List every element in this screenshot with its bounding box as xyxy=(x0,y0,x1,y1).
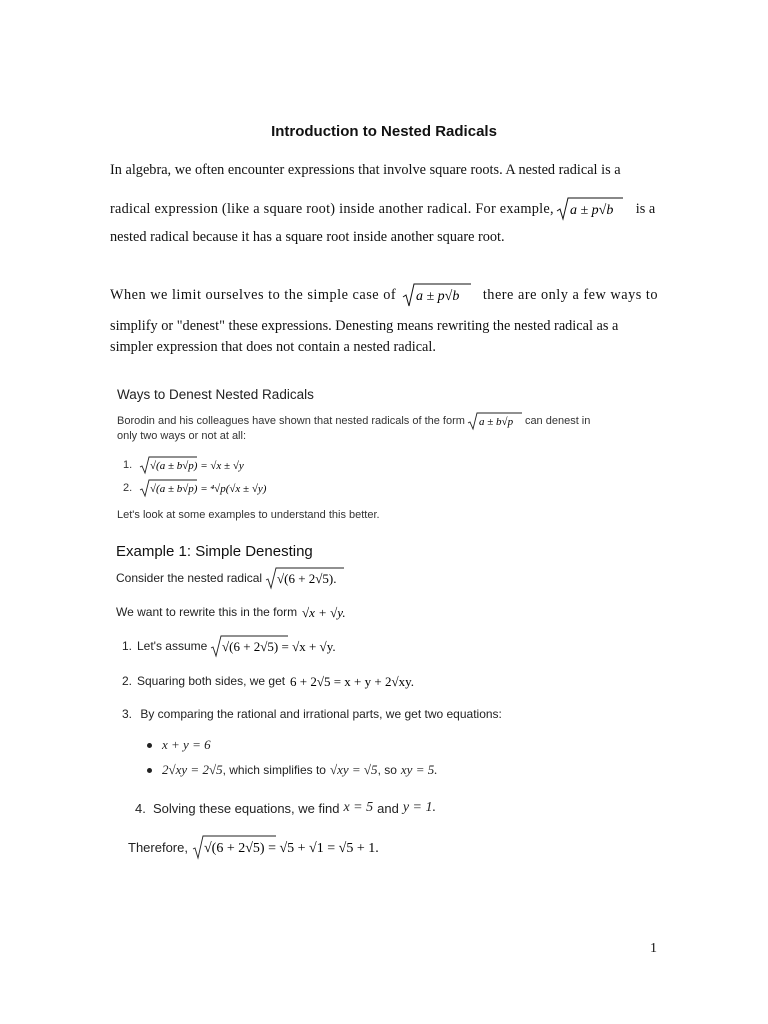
text: is a xyxy=(635,200,656,217)
example-1-bullet-1 xyxy=(147,737,211,753)
text: We want to rewrite this in the form xyxy=(116,605,298,619)
text: Squaring both sides, we get xyxy=(137,674,286,688)
paragraph-2-line-3: simpler expression that does not contain a nested radical. xyxy=(110,339,436,355)
example-1-consider xyxy=(116,566,345,590)
step-number: 1. xyxy=(122,639,133,653)
formula-text: x = 5 xyxy=(343,800,374,815)
page-number: 1 xyxy=(650,941,657,956)
paragraph-1-line-2 xyxy=(110,196,658,222)
example-1-step-4 xyxy=(135,800,436,816)
radical-form-x-y xyxy=(300,601,370,623)
formula-text: y = 1. xyxy=(402,800,437,815)
text: Solving these equations, we find xyxy=(153,800,340,816)
radicand: a ± p√b xyxy=(569,203,614,218)
step-number: 4. xyxy=(135,800,146,816)
step-1-formula xyxy=(210,634,380,658)
ways-intro-line-1 xyxy=(117,411,590,431)
example-1-step-2 xyxy=(122,670,458,692)
paragraph-2-line-2: simplify or "denest" these expressions. Denesting means rewriting the nested radical as a xyxy=(110,318,619,334)
item-number: 1. xyxy=(123,459,133,471)
example-1-therefore xyxy=(128,834,432,860)
formula-text: √x + √y. xyxy=(302,605,346,620)
step-number: 3. xyxy=(122,707,133,721)
radical-6-plus-2-root5 xyxy=(265,566,345,590)
text: Therefore, xyxy=(128,839,188,855)
ways-intro-line-2: only two ways or not at all: xyxy=(117,430,247,442)
example-1-step-1 xyxy=(122,634,380,658)
step-number: 2. xyxy=(122,674,133,688)
bullet-dot xyxy=(147,768,152,773)
formula-text: √(a ± b√p) = √x ± √y xyxy=(150,460,244,472)
text: Consider the nested radical xyxy=(116,571,263,585)
nested-radical-example xyxy=(556,196,624,222)
ways-heading: Ways to Denest Nested Radicals xyxy=(117,387,314,402)
step-2-formula xyxy=(288,670,458,692)
radical-form xyxy=(467,411,523,431)
final-result-formula xyxy=(192,834,432,860)
paragraph-2-line-1 xyxy=(110,281,658,309)
formula-text: 2√xy = 2√5 xyxy=(162,762,223,777)
example-1-bullet-2 xyxy=(147,762,437,778)
ways-item-2 xyxy=(123,478,299,498)
text: Borodin and his colleagues have shown that nested radicals of the form xyxy=(117,415,465,427)
nested-radical-simple-case xyxy=(402,281,472,309)
denest-formula-1 xyxy=(139,455,269,475)
formula-text: √(a ± b√p) = ⁴√p(√x ± √y) xyxy=(150,483,267,495)
radicand: a ± p√b xyxy=(416,289,460,304)
text: can denest in xyxy=(524,415,591,427)
text: there are only a few ways to xyxy=(482,286,658,303)
text: and xyxy=(377,800,399,816)
formula-text: xy = 5. xyxy=(400,762,438,777)
bullet-dot xyxy=(147,743,152,748)
paragraph-1-line-3: nested radical because it has a square root inside another square root. xyxy=(110,229,505,245)
text: When we limit ourselves to the simple case of xyxy=(110,286,397,303)
example-1-want xyxy=(116,601,370,623)
formula-text: √xy = √5 xyxy=(329,762,378,777)
page-title: Introduction to Nested Radicals xyxy=(271,123,497,140)
ways-item-1 xyxy=(123,455,269,475)
item-number: 2. xyxy=(123,482,133,494)
denest-formula-2 xyxy=(139,478,299,498)
text: In algebra, we often encounter expressions that involve square roots. A nested radical is a xyxy=(110,162,621,178)
example-1-heading: Example 1: Simple Denesting xyxy=(116,543,313,560)
formula-text: x + y = 6 xyxy=(162,737,211,752)
radicand: a ± b√p xyxy=(478,416,514,428)
text: radical expression (like a square root) inside another radical. For example, xyxy=(110,200,554,217)
text: , so xyxy=(377,763,397,777)
text: , which simplifies to xyxy=(222,763,326,777)
text: Let's assume xyxy=(137,639,208,653)
formula-text: 6 + 2√5 = x + y + 2√xy. xyxy=(290,674,415,689)
paragraph-1-line-1 xyxy=(110,162,658,179)
formula-text: √(6 + 2√5). xyxy=(277,571,337,586)
formula-text: √(6 + 2√5) = √x + √y. xyxy=(222,639,336,654)
ways-outro: Let's look at some examples to understand this better. xyxy=(117,509,380,521)
example-1-step-3 xyxy=(122,707,502,721)
text: By comparing the rational and irrational parts, we get two equations: xyxy=(140,707,502,721)
formula-text: √(6 + 2√5) = √5 + √1 = √5 + 1. xyxy=(203,841,379,856)
